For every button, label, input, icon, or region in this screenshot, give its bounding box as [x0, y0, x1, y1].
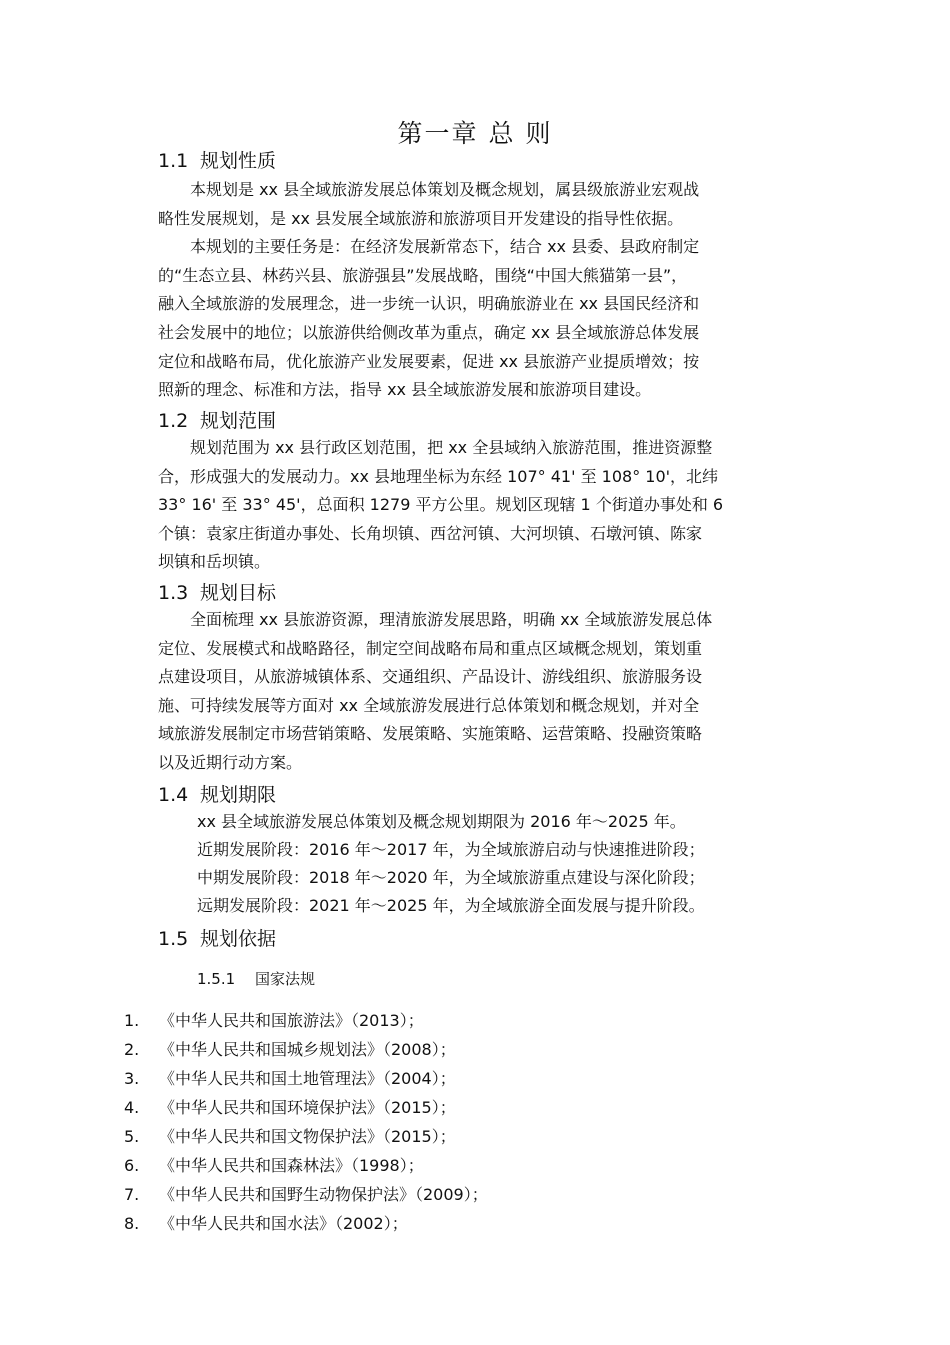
- list-number: 8.: [124, 1214, 140, 1233]
- list-item: [124, 1209, 488, 1238]
- text-line: 融入全域旅游的发展理念，进一步统一认识，明确旅游业在 xx 县国民经济和: [158, 294, 700, 314]
- section-title: 规划目标: [200, 582, 277, 604]
- section-body-1-3: [158, 606, 808, 778]
- list-text: 《中华人民共和国城乡规划法》（2008）；: [159, 1040, 456, 1059]
- text-line: 点建设项目，从旅游城镇体系、交通组织、产品设计、游线组织、旅游服务设: [158, 667, 703, 687]
- list-text: 《中华人民共和国土地管理法》（2004）；: [159, 1069, 456, 1088]
- chapter-title: 第一章 总 则: [397, 119, 553, 148]
- text-line: 中期发展阶段：2018 年～2020 年，为全域旅游重点建设与深化阶段；: [197, 868, 705, 887]
- list-text: 《中华人民共和国森林法》（1998）；: [159, 1156, 424, 1175]
- list-text: 《中华人民共和国环境保护法》（2015）；: [159, 1098, 456, 1117]
- list-item: [124, 1151, 488, 1180]
- section-title: 规划期限: [200, 784, 277, 806]
- text-line: 定位和战略布局，优化旅游产业发展要素，促进 xx 县旅游产业提质增效；按: [158, 351, 700, 371]
- text-line: 定位、发展模式和战略路径，制定空间战略布局和重点区域概念规划，策划重: [158, 638, 703, 658]
- list-text: 《中华人民共和国水法》（2002）；: [159, 1214, 408, 1233]
- list-number: 5.: [124, 1127, 140, 1146]
- list-number: 6.: [124, 1156, 140, 1175]
- section-title: 规划范围: [200, 410, 277, 432]
- list-number: 3.: [124, 1069, 140, 1088]
- text-line: 域旅游发展制定市场营销策略、发展策略、实施策略、运营策略、投融资策略: [158, 724, 703, 744]
- section-title: 规划依据: [200, 928, 277, 950]
- list-number: 2.: [124, 1040, 140, 1059]
- text-line: xx 县全域旅游发展总体策划及概念规划期限为 2016 年～2025 年。: [197, 812, 686, 831]
- text-line: 合，形成强大的发展动力。xx 县地理坐标为东经 107° 41' 至 108° 10'，北纬: [158, 466, 719, 486]
- list-item: [124, 1093, 488, 1122]
- section-heading-1-2: [158, 406, 276, 433]
- section-number: 1.4: [158, 784, 189, 806]
- section-body-1-1: [158, 176, 808, 405]
- section-heading-1-3: [158, 578, 276, 605]
- list-item: [124, 1064, 488, 1093]
- section-number: 1.5: [158, 928, 189, 950]
- section-heading-1-4: [158, 780, 276, 807]
- list-item: [124, 1006, 488, 1035]
- text-line: 33° 16' 至 33° 45'，总面积 1279 平方公里。规划区现辖 1 个街道办事处和 6: [158, 495, 724, 515]
- text-line: 的“生态立县、林药兴县、旅游强县”发展战略，围绕“中国大熊猫第一县”，: [158, 265, 688, 285]
- section-number: 1.3: [158, 582, 189, 604]
- text-line: 本规划是 xx 县全域旅游发展总体策划及概念规划，属县级旅游业宏观战: [158, 180, 700, 199]
- section-number: 1.1: [158, 150, 189, 172]
- list-number: 7.: [124, 1185, 140, 1204]
- subsection-heading-1-5-1: [197, 968, 315, 989]
- text-line: 施、可持续发展等方面对 xx 全域旅游发展进行总体策划和概念规划，并对全: [158, 695, 700, 715]
- text-line: 近期发展阶段：2016 年～2017 年，为全域旅游启动与快速推进阶段；: [197, 840, 705, 859]
- text-line: 坝镇和岳坝镇。: [158, 552, 271, 572]
- list-item: [124, 1180, 488, 1209]
- section-heading-1-1: [158, 146, 276, 173]
- section-title: 规划性质: [200, 150, 277, 172]
- list-text: 《中华人民共和国文物保护法》（2015）；: [159, 1127, 456, 1146]
- text-line: 规划范围为 xx 县行政区划范围，把 xx 全县域纳入旅游范围，推进资源整: [158, 438, 713, 457]
- section-number: 1.2: [158, 410, 189, 432]
- text-line: 本规划的主要任务是：在经济发展新常态下，结合 xx 县委、县政府制定: [158, 237, 700, 257]
- text-line: 以及近期行动方案。: [158, 752, 303, 772]
- section-body-1-4: [197, 808, 705, 920]
- section-heading-1-5: [158, 924, 276, 951]
- list-number: 4.: [124, 1098, 140, 1117]
- section-body-1-2: [158, 434, 808, 577]
- text-line: 全面梳理 xx 县旅游资源，理清旅游发展思路，明确 xx 全域旅游发展总体: [158, 610, 713, 629]
- law-list: [124, 1006, 488, 1238]
- text-line: 略性发展规划，是 xx 县发展全域旅游和旅游项目开发建设的指导性依据。: [158, 208, 684, 228]
- subsection-number: 1.5.1: [197, 970, 236, 988]
- list-item: [124, 1122, 488, 1151]
- text-line: 远期发展阶段：2021 年～2025 年，为全域旅游全面发展与提升阶段。: [197, 896, 705, 915]
- text-line: 个镇：袁家庄街道办事处、长角坝镇、西岔河镇、大河坝镇、石墩河镇、陈家: [158, 523, 703, 543]
- subsection-title: 国家法规: [255, 970, 316, 988]
- text-line: 照新的理念、标准和方法，指导 xx 县全域旅游发展和旅游项目建设。: [158, 380, 652, 400]
- list-number: 1.: [124, 1011, 140, 1030]
- list-item: [124, 1035, 488, 1064]
- text-line: 社会发展中的地位；以旅游供给侧改革为重点，确定 xx 县全域旅游总体发展: [158, 322, 700, 342]
- list-text: 《中华人民共和国旅游法》（2013）；: [159, 1011, 424, 1030]
- list-text: 《中华人民共和国野生动物保护法》（2009）；: [159, 1185, 488, 1204]
